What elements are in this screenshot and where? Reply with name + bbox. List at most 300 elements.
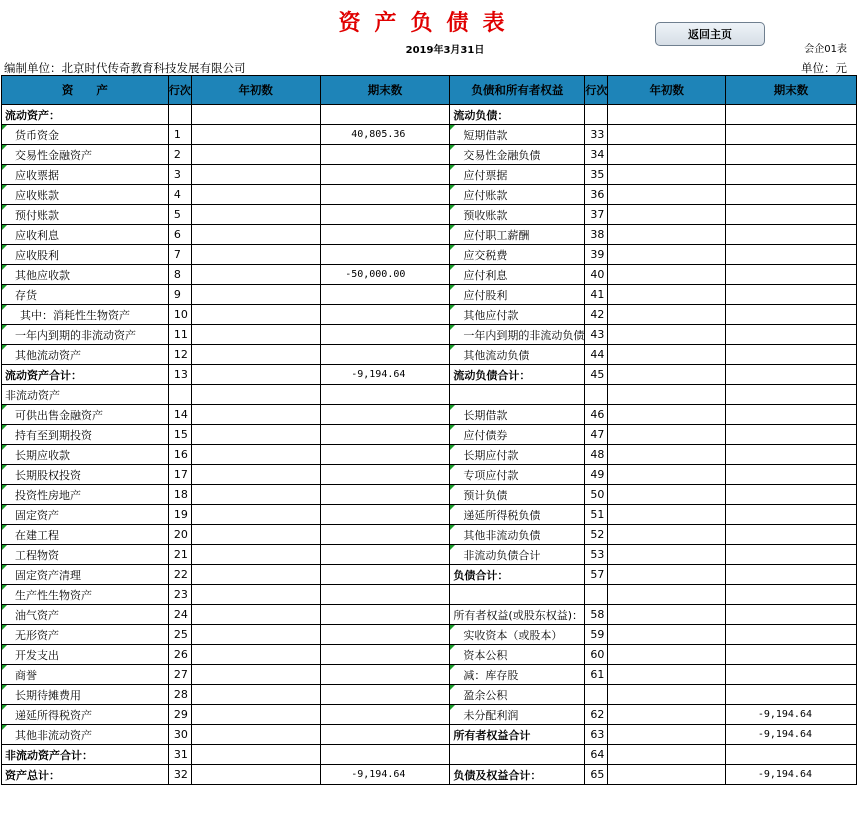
asset-row-no-cell[interactable]: 11 (168, 325, 191, 345)
asset-name-cell[interactable]: 工程物资 (2, 545, 169, 565)
asset-row-no-cell[interactable]: 5 (168, 205, 191, 225)
asset-name-cell[interactable]: 生产性生物资产 (2, 585, 169, 605)
asset-name-cell[interactable]: 可供出售金融资产 (2, 405, 169, 425)
asset-row-no-cell[interactable]: 17 (168, 465, 191, 485)
asset-row-no-cell[interactable]: 30 (168, 725, 191, 745)
liability-end-cell[interactable] (726, 265, 857, 285)
liability-row-no-cell[interactable]: 40 (585, 265, 608, 285)
asset-end-cell[interactable] (320, 285, 450, 305)
liability-row-no-cell[interactable]: 63 (585, 725, 608, 745)
liability-begin-cell[interactable] (608, 325, 726, 345)
asset-begin-cell[interactable] (191, 305, 320, 325)
liability-name-cell[interactable]: 负债及权益合计： (450, 765, 585, 785)
asset-row-no-cell[interactable]: 32 (168, 765, 191, 785)
asset-name-cell[interactable]: 长期待摊费用 (2, 685, 169, 705)
table-header-row (2, 76, 857, 105)
liability-name-cell[interactable]: 盈余公积 (450, 685, 585, 705)
liability-name-cell[interactable]: 预计负债 (450, 485, 585, 505)
asset-begin-cell[interactable] (191, 405, 320, 425)
asset-end-cell[interactable] (320, 325, 450, 345)
liability-end-cell[interactable] (726, 665, 857, 685)
liability-row-no-cell[interactable]: 43 (585, 325, 608, 345)
asset-end-cell[interactable] (320, 445, 450, 465)
liability-end-cell[interactable] (726, 125, 857, 145)
liability-row-no-cell[interactable]: 58 (585, 605, 608, 625)
liability-begin-cell[interactable] (608, 265, 726, 285)
asset-end-cell[interactable] (320, 345, 450, 365)
liability-name-cell[interactable]: 所有者权益合计 (450, 725, 585, 745)
asset-begin-cell[interactable] (191, 205, 320, 225)
asset-begin-cell[interactable] (191, 285, 320, 305)
liability-name-cell[interactable] (450, 585, 585, 605)
asset-name-cell[interactable]: 流动资产： (2, 105, 169, 125)
liability-name-cell[interactable]: 应付职工薪酬 (450, 225, 585, 245)
asset-name-cell[interactable]: 其他应收款 (2, 265, 169, 285)
form-code: 会企01表 (804, 44, 847, 55)
asset-end-cell[interactable] (320, 725, 450, 745)
asset-row-no-cell[interactable]: 2 (168, 145, 191, 165)
asset-row-no-cell[interactable]: 6 (168, 225, 191, 245)
asset-end-cell[interactable] (320, 605, 450, 625)
asset-end-cell[interactable] (320, 145, 450, 165)
asset-name-cell[interactable]: 持有至到期投资 (2, 425, 169, 445)
asset-name-cell[interactable]: 固定资产清理 (2, 565, 169, 585)
liability-begin-cell[interactable] (608, 425, 726, 445)
liability-begin-cell[interactable] (608, 505, 726, 525)
asset-name-cell[interactable]: 存货 (2, 285, 169, 305)
liability-begin-cell[interactable] (608, 745, 726, 765)
liability-begin-cell[interactable] (608, 125, 726, 145)
asset-end-cell[interactable]: 40,805.36 (320, 125, 450, 145)
asset-name-cell[interactable]: 货币资金 (2, 125, 169, 145)
liability-end-cell[interactable] (726, 205, 857, 225)
asset-row-no-cell[interactable]: 3 (168, 165, 191, 185)
liability-name-cell[interactable]: 应交税费 (450, 245, 585, 265)
liability-row-no-cell[interactable]: 60 (585, 645, 608, 665)
liability-begin-cell[interactable] (608, 725, 726, 745)
asset-begin-cell[interactable] (191, 345, 320, 365)
table-row (2, 465, 857, 485)
liability-name-cell[interactable]: 流动负债合计： (450, 365, 585, 385)
liability-end-cell[interactable] (726, 445, 857, 465)
asset-end-cell[interactable] (320, 705, 450, 725)
liability-row-no-cell[interactable]: 64 (585, 745, 608, 765)
liability-end-cell[interactable] (726, 425, 857, 445)
asset-name-cell[interactable]: 预付账款 (2, 205, 169, 225)
table-row (2, 265, 857, 285)
table-row (2, 525, 857, 545)
asset-row-no-cell[interactable]: 8 (168, 265, 191, 285)
liability-begin-cell[interactable] (608, 245, 726, 265)
liability-name-cell[interactable]: 应付票据 (450, 165, 585, 185)
liability-begin-cell[interactable] (608, 765, 726, 785)
liability-begin-cell[interactable] (608, 625, 726, 645)
liability-begin-cell[interactable] (608, 205, 726, 225)
asset-end-cell[interactable] (320, 745, 450, 765)
liability-name-cell[interactable]: 未分配利润 (450, 705, 585, 725)
liability-end-cell[interactable] (726, 645, 857, 665)
asset-begin-cell[interactable] (191, 765, 320, 785)
asset-begin-cell[interactable] (191, 125, 320, 145)
liability-row-no-cell[interactable] (585, 685, 608, 705)
asset-row-no-cell[interactable]: 26 (168, 645, 191, 665)
liability-name-cell[interactable]: 长期借款 (450, 405, 585, 425)
liability-name-cell[interactable]: 负债合计： (450, 565, 585, 585)
asset-begin-cell[interactable] (191, 565, 320, 585)
asset-end-cell[interactable]: -50,000.00 (320, 265, 450, 285)
asset-row-no-cell[interactable]: 20 (168, 525, 191, 545)
asset-begin-cell[interactable] (191, 585, 320, 605)
table-row (2, 625, 857, 645)
asset-name-cell[interactable]: 长期股权投资 (2, 465, 169, 485)
liability-begin-cell[interactable] (608, 645, 726, 665)
liability-end-cell[interactable]: -9,194.64 (726, 765, 857, 785)
table-row (2, 745, 857, 765)
liability-begin-cell[interactable] (608, 585, 726, 605)
liability-row-no-cell[interactable]: 38 (585, 225, 608, 245)
liability-end-cell[interactable] (726, 225, 857, 245)
liability-begin-cell[interactable] (608, 145, 726, 165)
asset-name-cell[interactable]: 固定资产 (2, 505, 169, 525)
liability-begin-cell[interactable] (608, 305, 726, 325)
asset-end-cell[interactable] (320, 505, 450, 525)
liability-row-no-cell[interactable]: 41 (585, 285, 608, 305)
liability-end-cell[interactable] (726, 545, 857, 565)
back-home-button[interactable]: 返回主页 (655, 22, 765, 46)
liability-begin-cell[interactable] (608, 345, 726, 365)
asset-end-cell[interactable]: -9,194.64 (320, 765, 450, 785)
liability-name-cell[interactable]: 应付股利 (450, 285, 585, 305)
asset-begin-cell[interactable] (191, 245, 320, 265)
asset-begin-cell[interactable] (191, 685, 320, 705)
liability-end-cell[interactable] (726, 465, 857, 485)
table-row (2, 305, 857, 325)
asset-begin-cell[interactable] (191, 665, 320, 685)
asset-name-cell[interactable]: 交易性金融资产 (2, 145, 169, 165)
asset-begin-cell[interactable] (191, 725, 320, 745)
liability-name-cell[interactable]: 递延所得税负债 (450, 505, 585, 525)
liability-begin-cell[interactable] (608, 465, 726, 485)
asset-row-no-cell[interactable]: 27 (168, 665, 191, 685)
asset-name-cell[interactable]: 一年内到期的非流动资产 (2, 325, 169, 345)
liability-row-no-cell[interactable]: 48 (585, 445, 608, 465)
asset-row-no-cell[interactable]: 15 (168, 425, 191, 445)
asset-name-cell[interactable]: 长期应收款 (2, 445, 169, 465)
liability-row-no-cell[interactable]: 61 (585, 665, 608, 685)
liability-row-no-cell[interactable]: 39 (585, 245, 608, 265)
asset-begin-cell[interactable] (191, 105, 320, 125)
table-row (2, 705, 857, 725)
liability-end-cell[interactable] (726, 505, 857, 525)
table-row (2, 685, 857, 705)
asset-begin-cell[interactable] (191, 365, 320, 385)
liability-row-no-cell[interactable]: 53 (585, 545, 608, 565)
asset-row-no-cell[interactable]: 29 (168, 705, 191, 725)
liability-end-cell[interactable] (726, 165, 857, 185)
asset-end-cell[interactable] (320, 525, 450, 545)
asset-row-no-cell[interactable]: 14 (168, 405, 191, 425)
asset-end-cell[interactable] (320, 185, 450, 205)
balance-sheet-table (1, 75, 857, 785)
asset-row-no-cell[interactable] (168, 105, 191, 125)
liability-row-no-cell[interactable]: 42 (585, 305, 608, 325)
asset-name-cell[interactable]: 其他流动资产 (2, 345, 169, 365)
liability-row-no-cell[interactable]: 35 (585, 165, 608, 185)
liability-row-no-cell[interactable] (585, 585, 608, 605)
asset-end-cell[interactable] (320, 665, 450, 685)
liability-end-cell[interactable] (726, 365, 857, 385)
col-header-begin: 年初数 (191, 76, 320, 105)
table-row (2, 565, 857, 585)
asset-end-cell[interactable] (320, 105, 450, 125)
liability-end-cell[interactable] (726, 285, 857, 305)
asset-row-no-cell[interactable]: 28 (168, 685, 191, 705)
liability-row-no-cell[interactable]: 49 (585, 465, 608, 485)
asset-begin-cell[interactable] (191, 145, 320, 165)
col-header-asset: 资 产 (2, 76, 169, 105)
liability-end-cell[interactable] (726, 105, 857, 125)
asset-row-no-cell[interactable]: 23 (168, 585, 191, 605)
liability-begin-cell[interactable] (608, 545, 726, 565)
liability-name-cell[interactable]: 实收资本（或股本） (450, 625, 585, 645)
asset-begin-cell[interactable] (191, 645, 320, 665)
liability-row-no-cell[interactable]: 62 (585, 705, 608, 725)
liability-name-cell[interactable]: 其他非流动负债 (450, 525, 585, 545)
liability-row-no-cell[interactable]: 44 (585, 345, 608, 365)
liability-end-cell[interactable] (726, 585, 857, 605)
liability-end-cell[interactable]: -9,194.64 (726, 725, 857, 745)
liability-name-cell[interactable]: 非流动负债合计 (450, 545, 585, 565)
asset-end-cell[interactable] (320, 485, 450, 505)
asset-begin-cell[interactable] (191, 505, 320, 525)
asset-name-cell[interactable]: 投资性房地产 (2, 485, 169, 505)
liability-end-cell[interactable] (726, 145, 857, 165)
liability-name-cell[interactable] (450, 745, 585, 765)
asset-row-no-cell[interactable]: 4 (168, 185, 191, 205)
asset-name-cell[interactable]: 其他非流动资产 (2, 725, 169, 745)
asset-name-cell[interactable]: 商誉 (2, 665, 169, 685)
asset-row-no-cell[interactable]: 13 (168, 365, 191, 385)
liability-row-no-cell[interactable]: 65 (585, 765, 608, 785)
asset-begin-cell[interactable] (191, 605, 320, 625)
liability-end-cell[interactable] (726, 745, 857, 765)
liability-row-no-cell[interactable]: 45 (585, 365, 608, 385)
table-row (2, 325, 857, 345)
liability-end-cell[interactable] (726, 605, 857, 625)
asset-row-no-cell[interactable]: 21 (168, 545, 191, 565)
liability-name-cell[interactable]: 流动负债： (450, 105, 585, 125)
asset-row-no-cell[interactable]: 12 (168, 345, 191, 365)
asset-begin-cell[interactable] (191, 745, 320, 765)
liability-name-cell[interactable]: 应付账款 (450, 185, 585, 205)
liability-row-no-cell[interactable]: 57 (585, 565, 608, 585)
asset-end-cell[interactable] (320, 585, 450, 605)
asset-begin-cell[interactable] (191, 545, 320, 565)
liability-end-cell[interactable] (726, 185, 857, 205)
table-row (2, 765, 857, 785)
liability-begin-cell[interactable] (608, 165, 726, 185)
liability-begin-cell[interactable] (608, 685, 726, 705)
liability-name-cell[interactable]: 减：库存股 (450, 665, 585, 685)
asset-row-no-cell[interactable]: 19 (168, 505, 191, 525)
asset-name-cell[interactable]: 油气资产 (2, 605, 169, 625)
liability-name-cell[interactable]: 专项应付款 (450, 465, 585, 485)
asset-row-no-cell[interactable]: 24 (168, 605, 191, 625)
liability-begin-cell[interactable] (608, 225, 726, 245)
asset-end-cell[interactable] (320, 545, 450, 565)
liability-end-cell[interactable]: -9,194.64 (726, 705, 857, 725)
table-row (2, 385, 857, 405)
asset-end-cell[interactable]: -9,194.64 (320, 365, 450, 385)
asset-begin-cell[interactable] (191, 385, 320, 405)
liability-begin-cell[interactable] (608, 385, 726, 405)
asset-end-cell[interactable] (320, 645, 450, 665)
liability-name-cell[interactable]: 交易性金融负债 (450, 145, 585, 165)
liability-name-cell[interactable]: 应付利息 (450, 265, 585, 285)
liability-end-cell[interactable] (726, 245, 857, 265)
asset-row-no-cell[interactable]: 10 (168, 305, 191, 325)
asset-begin-cell[interactable] (191, 465, 320, 485)
asset-name-cell[interactable]: 在建工程 (2, 525, 169, 545)
asset-name-cell[interactable]: 非流动资产合计： (2, 745, 169, 765)
liability-begin-cell[interactable] (608, 485, 726, 505)
table-row (2, 725, 857, 745)
liability-name-cell[interactable] (450, 385, 585, 405)
liability-row-no-cell[interactable] (585, 385, 608, 405)
asset-name-cell[interactable]: 无形资产 (2, 625, 169, 645)
table-row (2, 585, 857, 605)
asset-row-no-cell[interactable]: 7 (168, 245, 191, 265)
liability-end-cell[interactable] (726, 565, 857, 585)
asset-end-cell[interactable] (320, 565, 450, 585)
asset-end-cell[interactable] (320, 205, 450, 225)
liability-begin-cell[interactable] (608, 445, 726, 465)
asset-begin-cell[interactable] (191, 185, 320, 205)
asset-end-cell[interactable] (320, 305, 450, 325)
liability-row-no-cell[interactable]: 46 (585, 405, 608, 425)
liability-end-cell[interactable] (726, 325, 857, 345)
liability-begin-cell[interactable] (608, 605, 726, 625)
liability-begin-cell[interactable] (608, 665, 726, 685)
liability-begin-cell[interactable] (608, 405, 726, 425)
liability-end-cell[interactable] (726, 345, 857, 365)
liability-row-no-cell[interactable]: 51 (585, 505, 608, 525)
liability-row-no-cell[interactable]: 36 (585, 185, 608, 205)
liability-name-cell[interactable]: 长期应付款 (450, 445, 585, 465)
asset-name-cell[interactable]: 其中：消耗性生物资产 (2, 305, 169, 325)
liability-name-cell[interactable]: 短期借款 (450, 125, 585, 145)
table-row (2, 125, 857, 145)
liability-name-cell[interactable]: 其他应付款 (450, 305, 585, 325)
liability-name-cell[interactable]: 预收账款 (450, 205, 585, 225)
asset-begin-cell[interactable] (191, 705, 320, 725)
liability-row-no-cell[interactable]: 37 (585, 205, 608, 225)
asset-end-cell[interactable] (320, 685, 450, 705)
table-row (2, 185, 857, 205)
liability-begin-cell[interactable] (608, 365, 726, 385)
liability-name-cell[interactable]: 一年内到期的非流动负债 (450, 325, 585, 345)
table-row (2, 445, 857, 465)
asset-row-no-cell[interactable]: 9 (168, 285, 191, 305)
asset-begin-cell[interactable] (191, 445, 320, 465)
asset-begin-cell[interactable] (191, 625, 320, 645)
asset-row-no-cell[interactable]: 18 (168, 485, 191, 505)
asset-begin-cell[interactable] (191, 325, 320, 345)
asset-end-cell[interactable] (320, 385, 450, 405)
liability-end-cell[interactable] (726, 305, 857, 325)
asset-row-no-cell[interactable]: 16 (168, 445, 191, 465)
liability-end-cell[interactable] (726, 485, 857, 505)
liability-name-cell[interactable]: 资本公积 (450, 645, 585, 665)
liability-begin-cell[interactable] (608, 285, 726, 305)
asset-row-no-cell[interactable]: 31 (168, 745, 191, 765)
liability-end-cell[interactable] (726, 405, 857, 425)
liability-begin-cell[interactable] (608, 525, 726, 545)
asset-end-cell[interactable] (320, 245, 450, 265)
asset-name-cell[interactable]: 应收股利 (2, 245, 169, 265)
liability-row-no-cell[interactable]: 34 (585, 145, 608, 165)
table-row (2, 405, 857, 425)
currency-unit: 单位：元 (801, 61, 847, 75)
liability-begin-cell[interactable] (608, 105, 726, 125)
liability-row-no-cell[interactable]: 47 (585, 425, 608, 445)
liability-begin-cell[interactable] (608, 185, 726, 205)
asset-name-cell[interactable]: 非流动资产 (2, 385, 169, 405)
asset-name-cell[interactable]: 流动资产合计： (2, 365, 169, 385)
table-row (2, 505, 857, 525)
liability-end-cell[interactable] (726, 625, 857, 645)
asset-row-no-cell[interactable]: 25 (168, 625, 191, 645)
asset-name-cell[interactable]: 应收利息 (2, 225, 169, 245)
liability-begin-cell[interactable] (608, 705, 726, 725)
asset-end-cell[interactable] (320, 625, 450, 645)
asset-name-cell[interactable]: 应收账款 (2, 185, 169, 205)
liability-row-no-cell[interactable]: 59 (585, 625, 608, 645)
asset-name-cell[interactable]: 递延所得税资产 (2, 705, 169, 725)
liability-end-cell[interactable] (726, 525, 857, 545)
asset-row-no-cell[interactable]: 1 (168, 125, 191, 145)
asset-end-cell[interactable] (320, 225, 450, 245)
liability-row-no-cell[interactable] (585, 105, 608, 125)
asset-row-no-cell[interactable] (168, 385, 191, 405)
asset-name-cell[interactable]: 资产总计： (2, 765, 169, 785)
asset-begin-cell[interactable] (191, 265, 320, 285)
asset-end-cell[interactable] (320, 465, 450, 485)
liability-end-cell[interactable] (726, 385, 857, 405)
liability-row-no-cell[interactable]: 52 (585, 525, 608, 545)
asset-name-cell[interactable]: 开发支出 (2, 645, 169, 665)
liability-name-cell[interactable]: 其他流动负债 (450, 345, 585, 365)
liability-row-no-cell[interactable]: 50 (585, 485, 608, 505)
liability-begin-cell[interactable] (608, 565, 726, 585)
table-row (2, 425, 857, 445)
asset-begin-cell[interactable] (191, 165, 320, 185)
asset-end-cell[interactable] (320, 405, 450, 425)
asset-name-cell[interactable]: 应收票据 (2, 165, 169, 185)
asset-begin-cell[interactable] (191, 425, 320, 445)
asset-row-no-cell[interactable]: 22 (168, 565, 191, 585)
liability-name-cell[interactable]: 应付债券 (450, 425, 585, 445)
liability-end-cell[interactable] (726, 685, 857, 705)
table-row (2, 245, 857, 265)
liability-row-no-cell[interactable]: 33 (585, 125, 608, 145)
liability-name-cell[interactable]: 所有者权益(或股东权益)： (450, 605, 585, 625)
asset-end-cell[interactable] (320, 425, 450, 445)
asset-begin-cell[interactable] (191, 485, 320, 505)
asset-begin-cell[interactable] (191, 525, 320, 545)
asset-begin-cell[interactable] (191, 225, 320, 245)
asset-end-cell[interactable] (320, 165, 450, 185)
